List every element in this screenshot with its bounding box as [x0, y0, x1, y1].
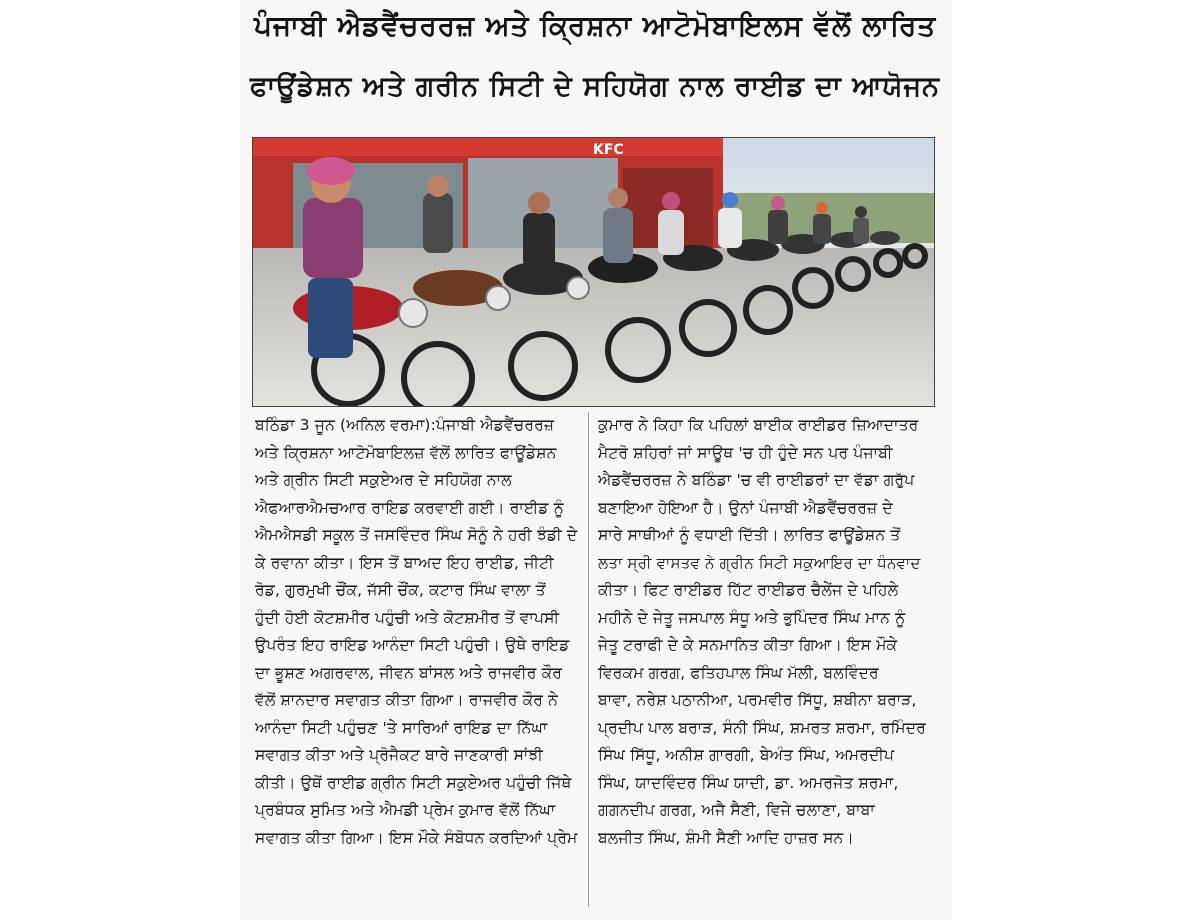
- article-line: ਕੇ ਰਵਾਨਾ ਕੀਤਾ। ਇਸ ਤੋਂ ਬਾਅਦ ਇਹ ਰਾਈਡ, ਜੀਟੀ: [255, 553, 554, 572]
- article-line: ਜੇਤੂ ਟਰਾਫੀ ਦੇ ਕੇ ਸਨਮਾਨਿਤ ਕੀਤਾ ਗਿਆ। ਇਸ ਮੌਕੇ: [598, 636, 898, 654]
- article-line: ਸਵਾਗਤ ਕੀਤਾ ਗਿਆ। ਇਸ ਮੌਕੇ ਸੰਬੋਧਨ ਕਰਦਿਆਂ ਪ੍ਰੇਮ: [255, 828, 578, 847]
- article-line: ਕੀਤੀ। ਉਥੋਂ ਰਾਈਡ ਗ੍ਰੀਨ ਸਿਟੀ ਸਕੁਏਅਰ ਪਹੁੰਚੀ ਜਿੱਥੇ: [255, 773, 572, 792]
- article-line: ਬਣਾਇਆ ਹੋਇਆ ਹੈ। ਉਨਾਂ ਪੰਜਾਬੀ ਐਡਵੈਂਚਰਰਜ਼ ਦੇ: [598, 498, 893, 517]
- article-line: ਬਾਵਾ, ਨਰੇਸ਼ ਪਠਾਨੀਆ, ਪਰਮਵੀਰ ਸਿੱਧੂ, ਸ਼ਬੀਨਾ ਬਰਾੜ,: [598, 691, 917, 709]
- article-line: ਬਲਜੀਤ ਸਿੰਘ, ਸ਼ੰਮੀ ਸੈਣੀ ਆਦਿ ਹਾਜ਼ਰ ਸਨ।: [598, 828, 854, 847]
- article-line: ਵਿਰਕਮ ਗਰਗ, ਫਤਿਹਪਾਲ ਸਿੰਘ ਮੱਲੀ, ਬਲਵਿੰਦਰ: [598, 663, 879, 682]
- article-line: ਸਿੰਘ, ਯਾਦਵਿੰਦਰ ਸਿੰਘ ਯਾਦੀ, ਡਾ. ਅਮਰਜੋਤ ਸ਼ਰਮਾ,: [598, 773, 899, 792]
- article-line: ਆਨੰਦਾ ਸਿਟੀ ਪਹੁੰਚਣ 'ਤੇ ਸਾਰਿਆਂ ਰਾਇਡ ਦਾ ਨਿੱਘਾ: [255, 718, 548, 737]
- article-line: ਪ੍ਰਬੰਧਕ ਸੁਮਿਤ ਅਤੇ ਐਮਡੀ ਪ੍ਰੇਮ ਕੁਮਾਰ ਵੱਲੋਂ ਨਿੱਘਾ: [255, 801, 556, 819]
- article-line: ਐਡਵੈਂਚਰਰਜ਼ ਨੇ ਬਠਿੰਡਾ 'ਚ ਵੀ ਰਾਈਡਰਾਂ ਦਾ ਵੱਡਾ ਗਰੁੱਪ: [598, 471, 915, 489]
- article-line: ਐਮਐਸਡੀ ਸਕੂਲ ਤੋਂ ਜਸਵਿੰਦਰ ਸਿੰਘ ਸੋਨੂੰ ਨੇ ਹਰੀ ਝੰਡੀ ਦੇ: [255, 526, 578, 544]
- article-line: ਸਾਰੇ ਸਾਥੀਆਂ ਨੂੰ ਵਧਾਈ ਦਿੱਤੀ। ਲਾਰਿਤ ਫਾਊਂਡੇਸ਼ਨ ਤੋਂ: [598, 526, 901, 544]
- column-divider: [588, 412, 589, 907]
- bikers-photo-illustration: [253, 138, 935, 407]
- article-line: ਸਵਾਗਤ ਕੀਤਾ ਅਤੇ ਪ੍ਰੋਜੈਕਟ ਬਾਰੇ ਜਾਣਕਾਰੀ ਸਾਂਝੀ: [255, 746, 543, 764]
- article-line: ਐਫਆਰਐਮਚਆਰ ਰਾਇਡ ਕਰਵਾਈ ਗਈ। ਰਾਈਡ ਨੂੰ: [255, 498, 564, 517]
- article-line: ਕੁਮਾਰ ਨੇ ਕਿਹਾ ਕਿ ਪਹਿਲਾਂ ਬਾਈਕ ਰਾਈਡਰ ਜ਼ਿਆਦਾਤਰ: [598, 416, 919, 434]
- article-line: ਅਤੇ ਕ੍ਰਿਸ਼ਨਾ ਆਟੋਮੋਬਾਇਲਜ਼ ਵੱਲੋਂ ਲਾਰਿਤ ਫਾਊਂਡੇਸ਼ਨ: [255, 443, 557, 462]
- article-column-right: [598, 412, 928, 852]
- article-line: ਲਤਾ ਸ੍ਰੀ ਵਾਸਤਵ ਨੇ ਗ੍ਰੀਨ ਸਿਟੀ ਸਕੁਆਇਰ ਦਾ ਧੰਨਵਾਦ: [598, 553, 921, 572]
- article-line: ਉਪਰੰਤ ਇਹ ਰਾਇਡ ਆਨੰਦਾ ਸਿਟੀ ਪਹੁੰਚੀ। ਉਥੇ ਰਾਇਡ: [255, 636, 570, 654]
- article-line: ਪ੍ਰਦੀਪ ਪਾਲ ਬਰਾੜ, ਸੰਨੀ ਸਿੰਘ, ਸ਼ਮਰਤ ਸ਼ਰਮਾ, ਰਮਿੰਦਰ: [598, 718, 926, 737]
- article-line: ਗਗਨਦੀਪ ਗਰਗ, ਅਜੈ ਸੈਣੀ, ਵਿਜੇ ਚਲਾਣਾ, ਬਾਬਾ: [598, 801, 875, 819]
- article-line: ਕੀਤਾ। ਫਿਟ ਰਾਈਡਰ ਹਿੱਟ ਰਾਈਡਰ ਚੈਲੇਂਜ ਦੇ ਪਹਿਲੇ: [598, 581, 899, 599]
- article-line: ਦਾ ਭੂਸ਼ਣ ਅਗਰਵਾਲ, ਜੀਵਨ ਬਾਂਸਲ ਅਤੇ ਰਾਜਵੀਰ ਕੌਰ: [255, 663, 563, 682]
- article-line: ਸਿੰਘ ਸਿੱਧੂ, ਅਨੀਸ਼ ਗਾਰਗੀ, ਬੇਅੰਤ ਸਿੰਘ, ਅਮਰਦੀਪ: [598, 746, 895, 764]
- article-line: ਵੱਲੋਂ ਸ਼ਾਨਦਾਰ ਸਵਾਗਤ ਕੀਤਾ ਗਿਆ। ਰਾਜਵੀਰ ਕੌਰ ਨੇ: [255, 691, 558, 709]
- article-line: ਰੋਡ, ਗੁਰਮੁਖੀ ਚੌਂਕ, ਜੱਸੀ ਚੌਂਕ, ਕਟਾਰ ਸਿੰਘ ਵਾਲਾ ਤੋਂ: [255, 581, 546, 599]
- headline-line-1: ਪੰਜਾਬੀ ਐਡਵੈਂਚਰਰਜ਼ ਅਤੇ ਕ੍ਰਿਸ਼ਨਾ ਆਟੋਮੋਬਾਇਲਸ ਵੱਲੋਂ ਲਾਰਿਤ: [253, 9, 937, 42]
- article-line: ਮੈਟਰੋ ਸ਼ਹਿਰਾਂ ਜਾਂ ਸਾਊਥ 'ਚ ਹੀ ਹੁੰਦੇ ਸਨ ਪਰ ਪੰਜਾਬੀ: [598, 443, 893, 462]
- article-line: ਅਤੇ ਗ੍ਰੀਨ ਸਿਟੀ ਸਕੁਏਅਰ ਦੇ ਸਹਿਯੋਗ ਨਾਲ: [255, 471, 512, 489]
- article-column-left: [255, 412, 585, 852]
- article-line: ਮਹੀਨੇ ਦੇ ਜੇਤੂ ਜਸਪਾਲ ਸੰਧੂ ਅਤੇ ਭੁਪਿੰਦਰ ਸਿੰਘ ਮਾਨ ਨੂੰ: [598, 608, 906, 627]
- news-photo: [252, 137, 935, 407]
- article-line: ਬਠਿੰਡਾ 3 ਜੂਨ (ਅਨਿਲ ਵਰਮਾ):ਪੰਜਾਬੀ ਐਡਵੈਂਚਰਰਜ਼: [255, 416, 555, 434]
- headline-line-2: ਫਾਊਂਡੇਸ਼ਨ ਅਤੇ ਗਰੀਨ ਸਿਟੀ ਦੇ ਸਹਿਯੋਗ ਨਾਲ ਰਾਈਡ ਦਾ ਆਯੋਜਨ: [250, 71, 940, 102]
- kfc-sign-text: KFC: [593, 142, 624, 158]
- article-line: ਹੁੰਦੀ ਹੋਈ ਕੋਟਸ਼ਮੀਰ ਪਹੁੰਚੀ ਅਤੇ ਕੋਟਸ਼ਮੀਰ ਤੋਂ ਵਾਪਸੀ: [255, 608, 560, 627]
